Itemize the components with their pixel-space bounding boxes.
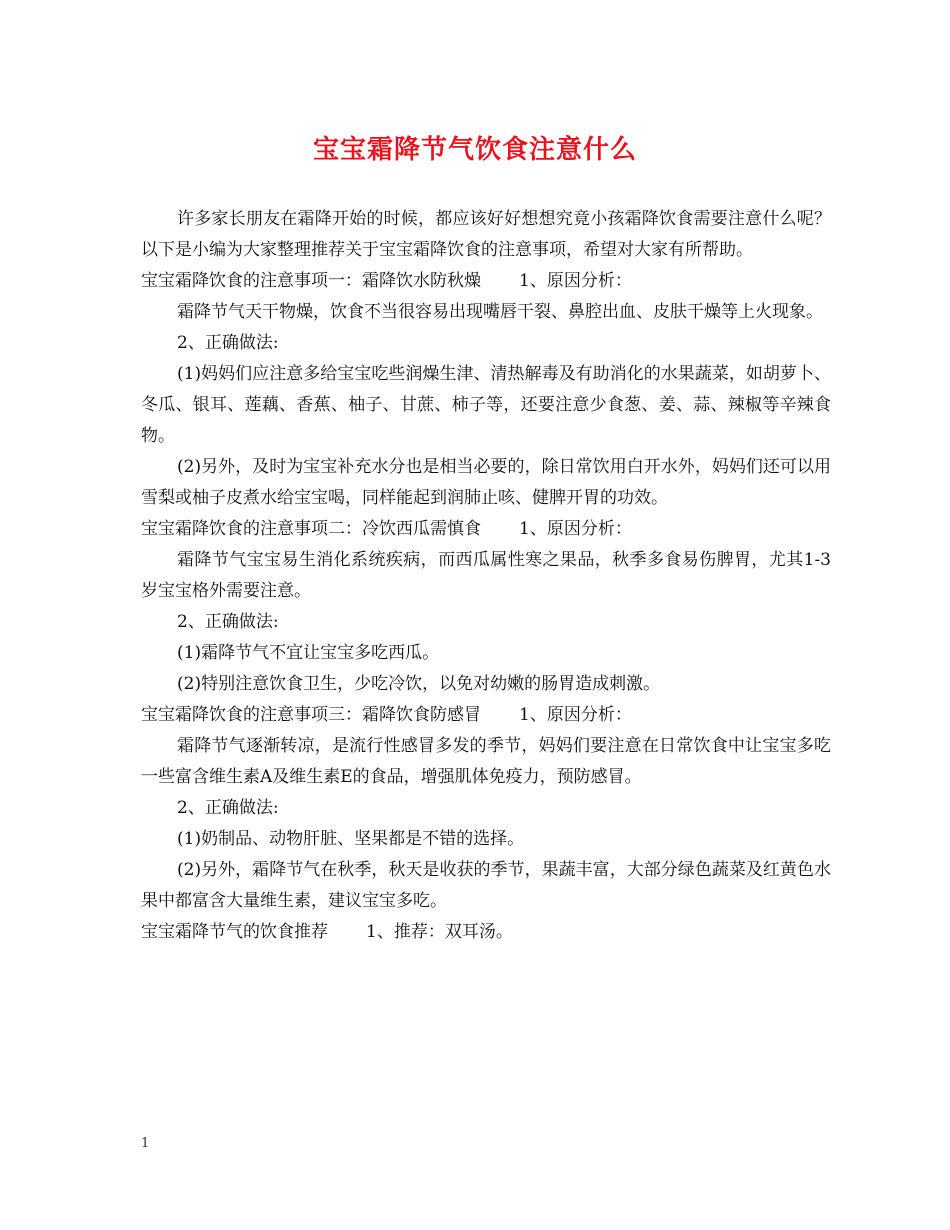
document-title: 宝宝霜降节气饮食注意什么 bbox=[312, 135, 637, 165]
section-2-subheading: 1、原因分析： bbox=[519, 519, 632, 539]
section-3-method-label: 2、正确做法: bbox=[177, 798, 279, 818]
section-1-heading bbox=[141, 266, 831, 297]
section-2-method-2: (2)特别注意饮食卫生，少吃冷饮，以免对幼嫩的肠胃造成刺激。 bbox=[177, 674, 661, 694]
section-4-subheading: 1、推荐：双耳汤。 bbox=[366, 922, 513, 942]
intro-paragraph: 许多家长朋友在霜降开始的时候，都应该好好想想究竟小孩霜降饮食需要注意什么呢？以下是小编为大家整理推荐关于宝宝霜降饮食的注意事项，希望对大家有所帮助。 bbox=[141, 209, 831, 260]
section-4-title: 宝宝霜降节气的饮食推荐 bbox=[141, 922, 328, 942]
section-2-method-1: (1)霜降节气不宜让宝宝多吃西瓜。 bbox=[177, 643, 440, 663]
section-1-title: 宝宝霜降饮食的注意事项一：霜降饮水防秋燥 bbox=[141, 271, 481, 291]
section-2-title: 宝宝霜降饮食的注意事项二：冷饮西瓜需慎食 bbox=[141, 519, 481, 539]
section-1-method-label: 2、正确做法: bbox=[177, 333, 279, 353]
section-2-reason: 霜降节气宝宝易生消化系统疾病，而西瓜属性寒之果品，秋季多食易伤脾胃，尤其1-3岁宝宝格外需要注意。 bbox=[141, 550, 831, 601]
section-1-method-2: (2)另外，及时为宝宝补充水分也是相当必要的，除日常饮用白开水外，妈妈们还可以用雪梨或柚子皮煮水给宝宝喝，同样能起到润肺止咳、健脾开胃的功效。 bbox=[141, 457, 831, 508]
section-4-heading bbox=[141, 917, 831, 948]
page-number: 1 bbox=[141, 1136, 150, 1151]
document-body bbox=[141, 204, 831, 948]
section-3-subheading: 1、原因分析： bbox=[519, 705, 632, 725]
section-3-title: 宝宝霜降饮食的注意事项三：霜降饮食防感冒 bbox=[141, 705, 481, 725]
section-3-method-1: (1)奶制品、动物肝脏、坚果都是不错的选择。 bbox=[177, 829, 525, 849]
section-1-method-1: (1)妈妈们应注意多给宝宝吃些润燥生津、清热解毒及有助消化的水果蔬菜，如胡萝卜、冬瓜、银耳、莲藕、香蕉、柚子、甘蔗、柿子等，还要注意少食葱、姜、蒜、辣椒等辛辣食物。 bbox=[141, 364, 831, 446]
section-2-method-label: 2、正确做法: bbox=[177, 612, 279, 632]
section-1-reason: 霜降节气天干物燥，饮食不当很容易出现嘴唇干裂、鼻腔出血、皮肤干燥等上火现象。 bbox=[177, 302, 823, 322]
section-3-method-2: (2)另外，霜降节气在秋季，秋天是收获的季节，果蔬丰富，大部分绿色蔬菜及红黄色水果中都富含大量维生素，建议宝宝多吃。 bbox=[141, 860, 831, 911]
section-2-heading bbox=[141, 514, 831, 545]
section-3-heading bbox=[141, 700, 831, 731]
section-1-subheading: 1、原因分析： bbox=[519, 271, 632, 291]
section-3-reason: 霜降节气逐渐转凉，是流行性感冒多发的季节，妈妈们要注意在日常饮食中让宝宝多吃一些富含维生素A及维生素E的食品，增强肌体免疫力，预防感冒。 bbox=[141, 736, 831, 787]
